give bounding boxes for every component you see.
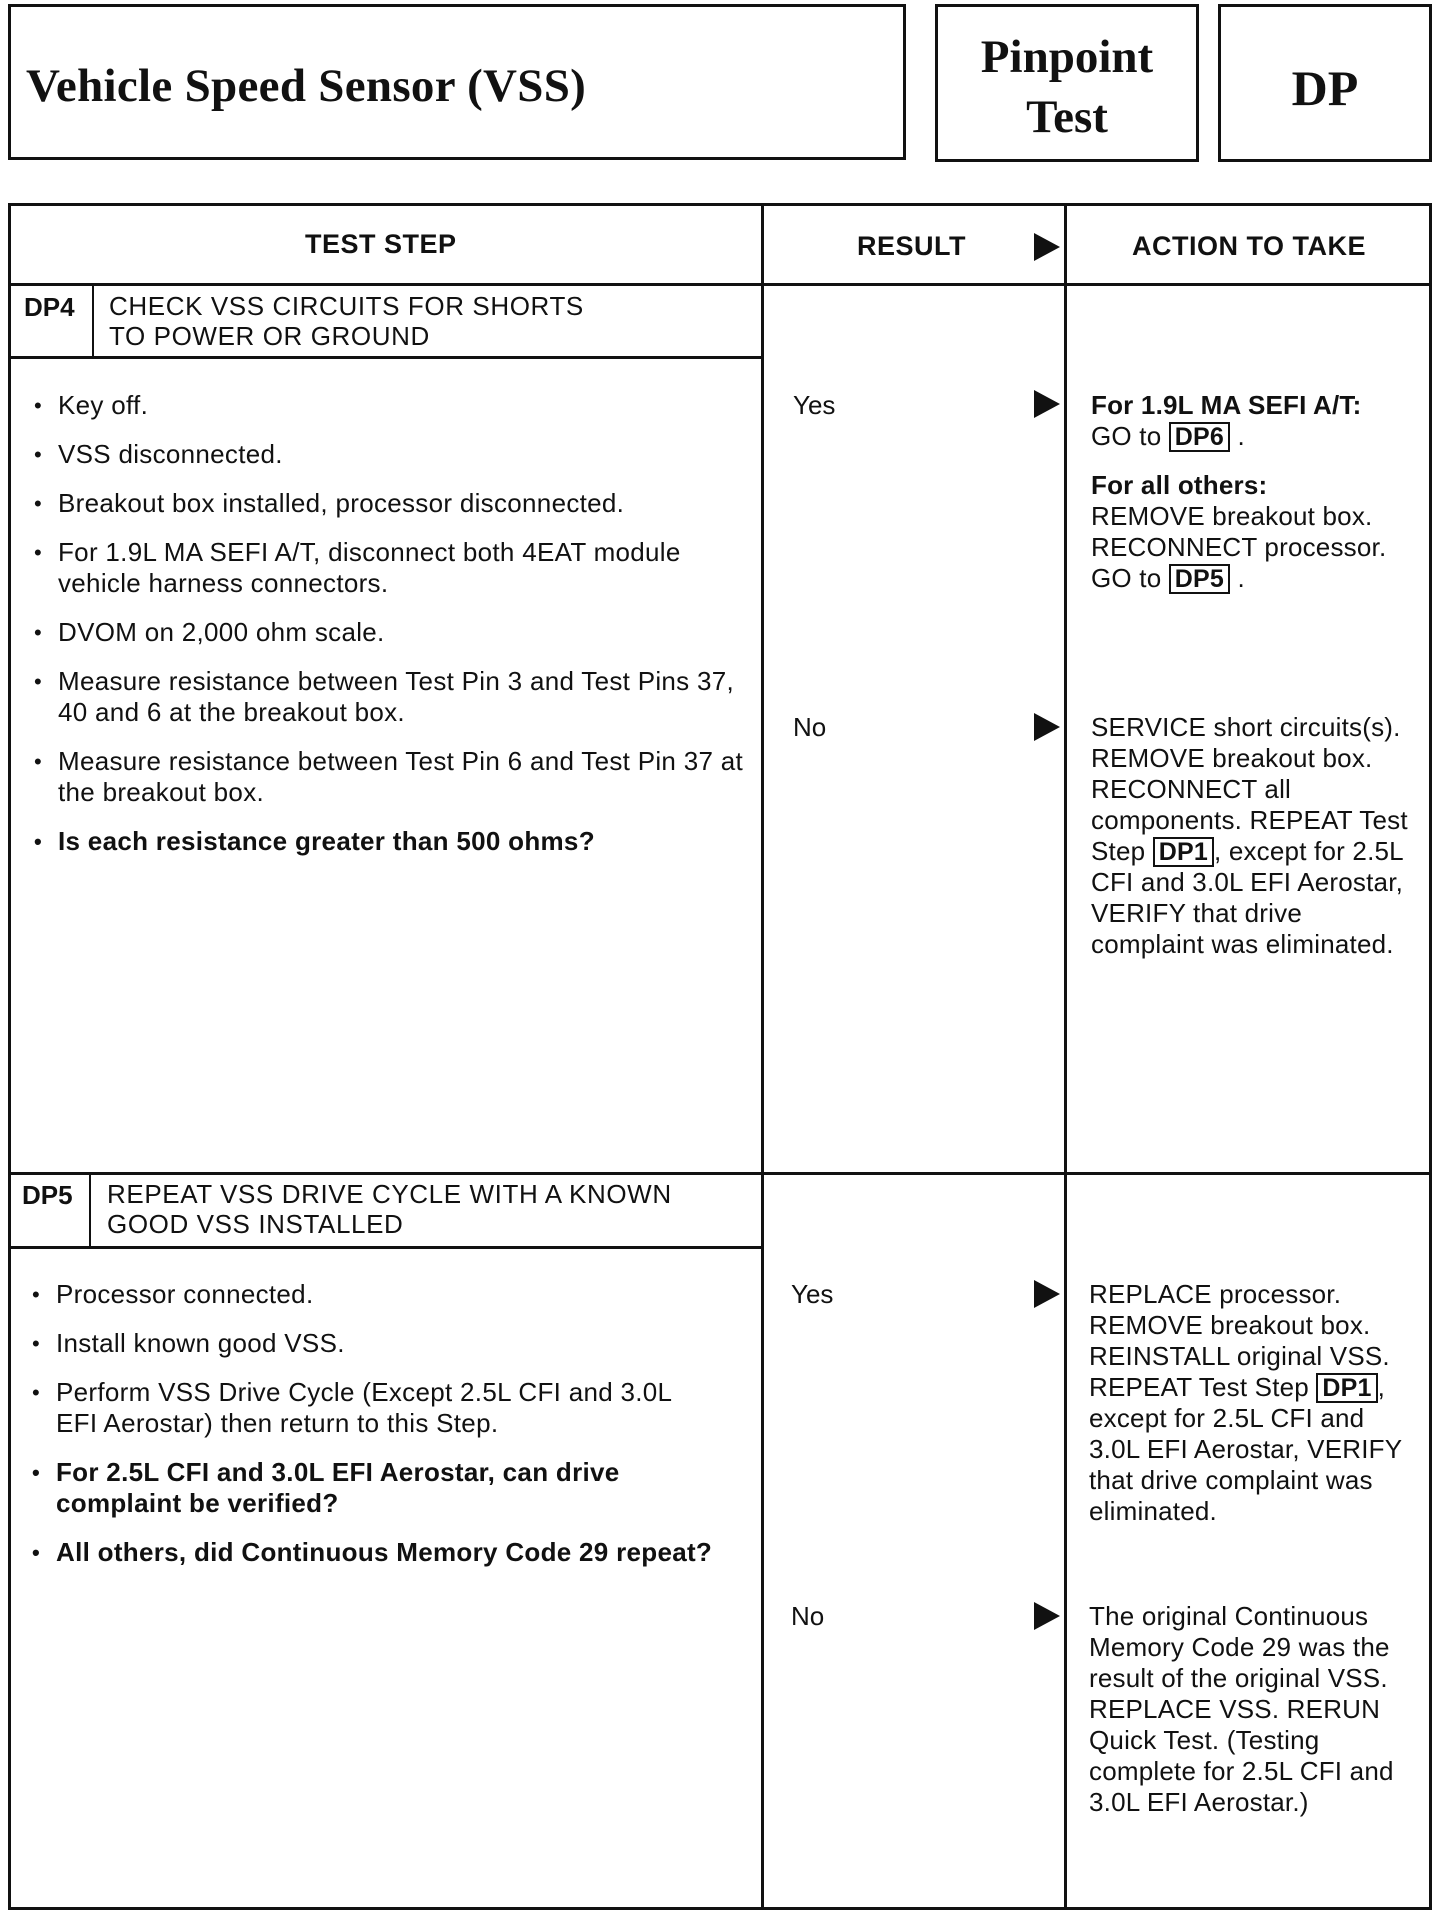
dp5-bullet: • Processor connected. <box>28 1279 728 1310</box>
dp5-yes-text-after: , except for 2.5L CFI and 3.0L EFI Aerostar, VERIFY that drive complaint was eliminated. <box>1089 1372 1402 1526</box>
dp4-bullet: • Measure resistance between Test Pin 6 and Test Pin 37 at the breakout box. <box>30 746 748 808</box>
test-code: DP <box>1291 60 1359 116</box>
dp4-step-id: DP4 <box>24 292 75 322</box>
dp5-title-line-1: REPEAT VSS DRIVE CYCLE WITH A KNOWN <box>107 1179 672 1209</box>
dp5-no-action: The original Continuous Memory Code 29 was the result of the original VSS. REPLACE VSS. RERUN Quick Test. (Testing complete for 2.5L CFI and 3.0L EFI Aerostar.) <box>1089 1601 1394 1817</box>
dp5-question-2: • All others, did Continuous Memory Code 29 repeat? <box>28 1537 716 1568</box>
dp4-yes-b-heading: For all others: <box>1091 470 1268 500</box>
test-code-box <box>1218 4 1432 162</box>
dp5-title-line-2: GOOD VSS INSTALLED <box>107 1209 404 1239</box>
dp5-yes-arrow-icon <box>1034 1280 1060 1308</box>
pinpoint-line-2: Test <box>1026 91 1108 143</box>
dp5-step-title <box>107 1179 672 1239</box>
dp4-no-text-before: SERVICE short circuits(s). REMOVE breakout box. RECONNECT all components. REPEAT Test Step <box>1091 712 1408 866</box>
dp4-yes-action <box>1091 390 1411 612</box>
dp4-checklist <box>30 390 744 875</box>
header-arrow-icon <box>1034 233 1060 261</box>
dp4-no-action <box>1091 712 1411 960</box>
header-test-step: TEST STEP <box>305 229 457 259</box>
dp5-bullet: • Perform VSS Drive Cycle (Except 2.5L CFI and 3.0L EFI Aerostar) then return to this Step. <box>28 1377 716 1439</box>
dp1-reference: DP1 <box>1153 837 1214 867</box>
dp4-yes-a-period: . <box>1237 421 1245 451</box>
dp4-no-text-after: , except for 2.5L CFI and 3.0L EFI Aerostar, VERIFY that drive complaint was eliminated. <box>1091 836 1404 959</box>
dp4-bullet: • Breakout box installed, processor disconnected. <box>30 488 730 519</box>
dp4-title-line-2: TO POWER OR GROUND <box>109 321 430 351</box>
pinpoint-test-box <box>935 4 1199 162</box>
pinpoint-line-1: Pinpoint <box>980 31 1154 83</box>
header-row-divider <box>8 283 1432 286</box>
dp4-bullet: • VSS disconnected. <box>30 439 730 470</box>
dp5-yes-action <box>1089 1279 1414 1527</box>
dp5-no-arrow-icon <box>1034 1602 1060 1630</box>
dp4-id-divider <box>92 284 94 357</box>
dp4-yes-a-goto: GO to <box>1091 421 1162 451</box>
dp5-checklist <box>28 1279 728 1586</box>
dp4-bullet: • DVOM on 2,000 ohm scale. <box>30 617 730 648</box>
dp5-title-underline <box>8 1246 762 1249</box>
col-divider-step-result <box>761 203 764 1908</box>
header-result: RESULT <box>857 231 966 261</box>
dp4-yes-b-period: . <box>1237 563 1245 593</box>
pinpoint-test-label <box>938 27 1196 147</box>
dp6-reference: DP6 <box>1169 422 1230 452</box>
dp4-bullet: • Key off. <box>30 390 730 421</box>
step-divider <box>8 1172 1432 1175</box>
header-action: ACTION TO TAKE <box>1132 231 1366 261</box>
dp4-bullet: • For 1.9L MA SEFI A/T, disconnect both 4EAT module vehicle harness connectors. <box>30 537 708 599</box>
dp5-yes-text-before: REPLACE processor. REMOVE breakout box. REINSTALL original VSS. REPEAT Test Step <box>1089 1279 1390 1402</box>
dp5-reference: DP5 <box>1169 564 1230 594</box>
page-title: Vehicle Speed Sensor (VSS) <box>26 60 587 112</box>
dp5-result-no: No <box>791 1601 825 1631</box>
dp4-step-title <box>109 291 584 351</box>
dp4-result-no: No <box>793 712 827 742</box>
dp4-yes-arrow-icon <box>1034 390 1060 418</box>
dp5-result-yes: Yes <box>791 1279 834 1309</box>
dp5-id-divider <box>89 1173 91 1247</box>
dp4-question: • Is each resistance greater than 500 ohms? <box>30 826 730 857</box>
dp1-reference: DP1 <box>1316 1373 1377 1403</box>
dp5-bullet: • Install known good VSS. <box>28 1328 728 1359</box>
col-divider-result-action <box>1064 203 1067 1908</box>
dp4-bullet: • Measure resistance between Test Pin 3 and Test Pins 37, 40 and 6 at the breakout box. <box>30 666 748 728</box>
dp4-yes-a-heading: For 1.9L MA SEFI A/T: <box>1091 390 1362 420</box>
title-box <box>8 4 906 160</box>
dp5-question-1: • For 2.5L CFI and 3.0L EFI Aerostar, can drive complaint be verified? <box>28 1457 746 1519</box>
dp4-result-yes: Yes <box>793 390 836 420</box>
dp4-no-arrow-icon <box>1034 713 1060 741</box>
dp4-title-line-1: CHECK VSS CIRCUITS FOR SHORTS <box>109 291 584 321</box>
dp5-step-id: DP5 <box>22 1180 73 1210</box>
dp4-title-underline <box>8 356 762 359</box>
dp4-yes-b-text: REMOVE breakout box. RECONNECT processor. GO to <box>1091 501 1387 593</box>
